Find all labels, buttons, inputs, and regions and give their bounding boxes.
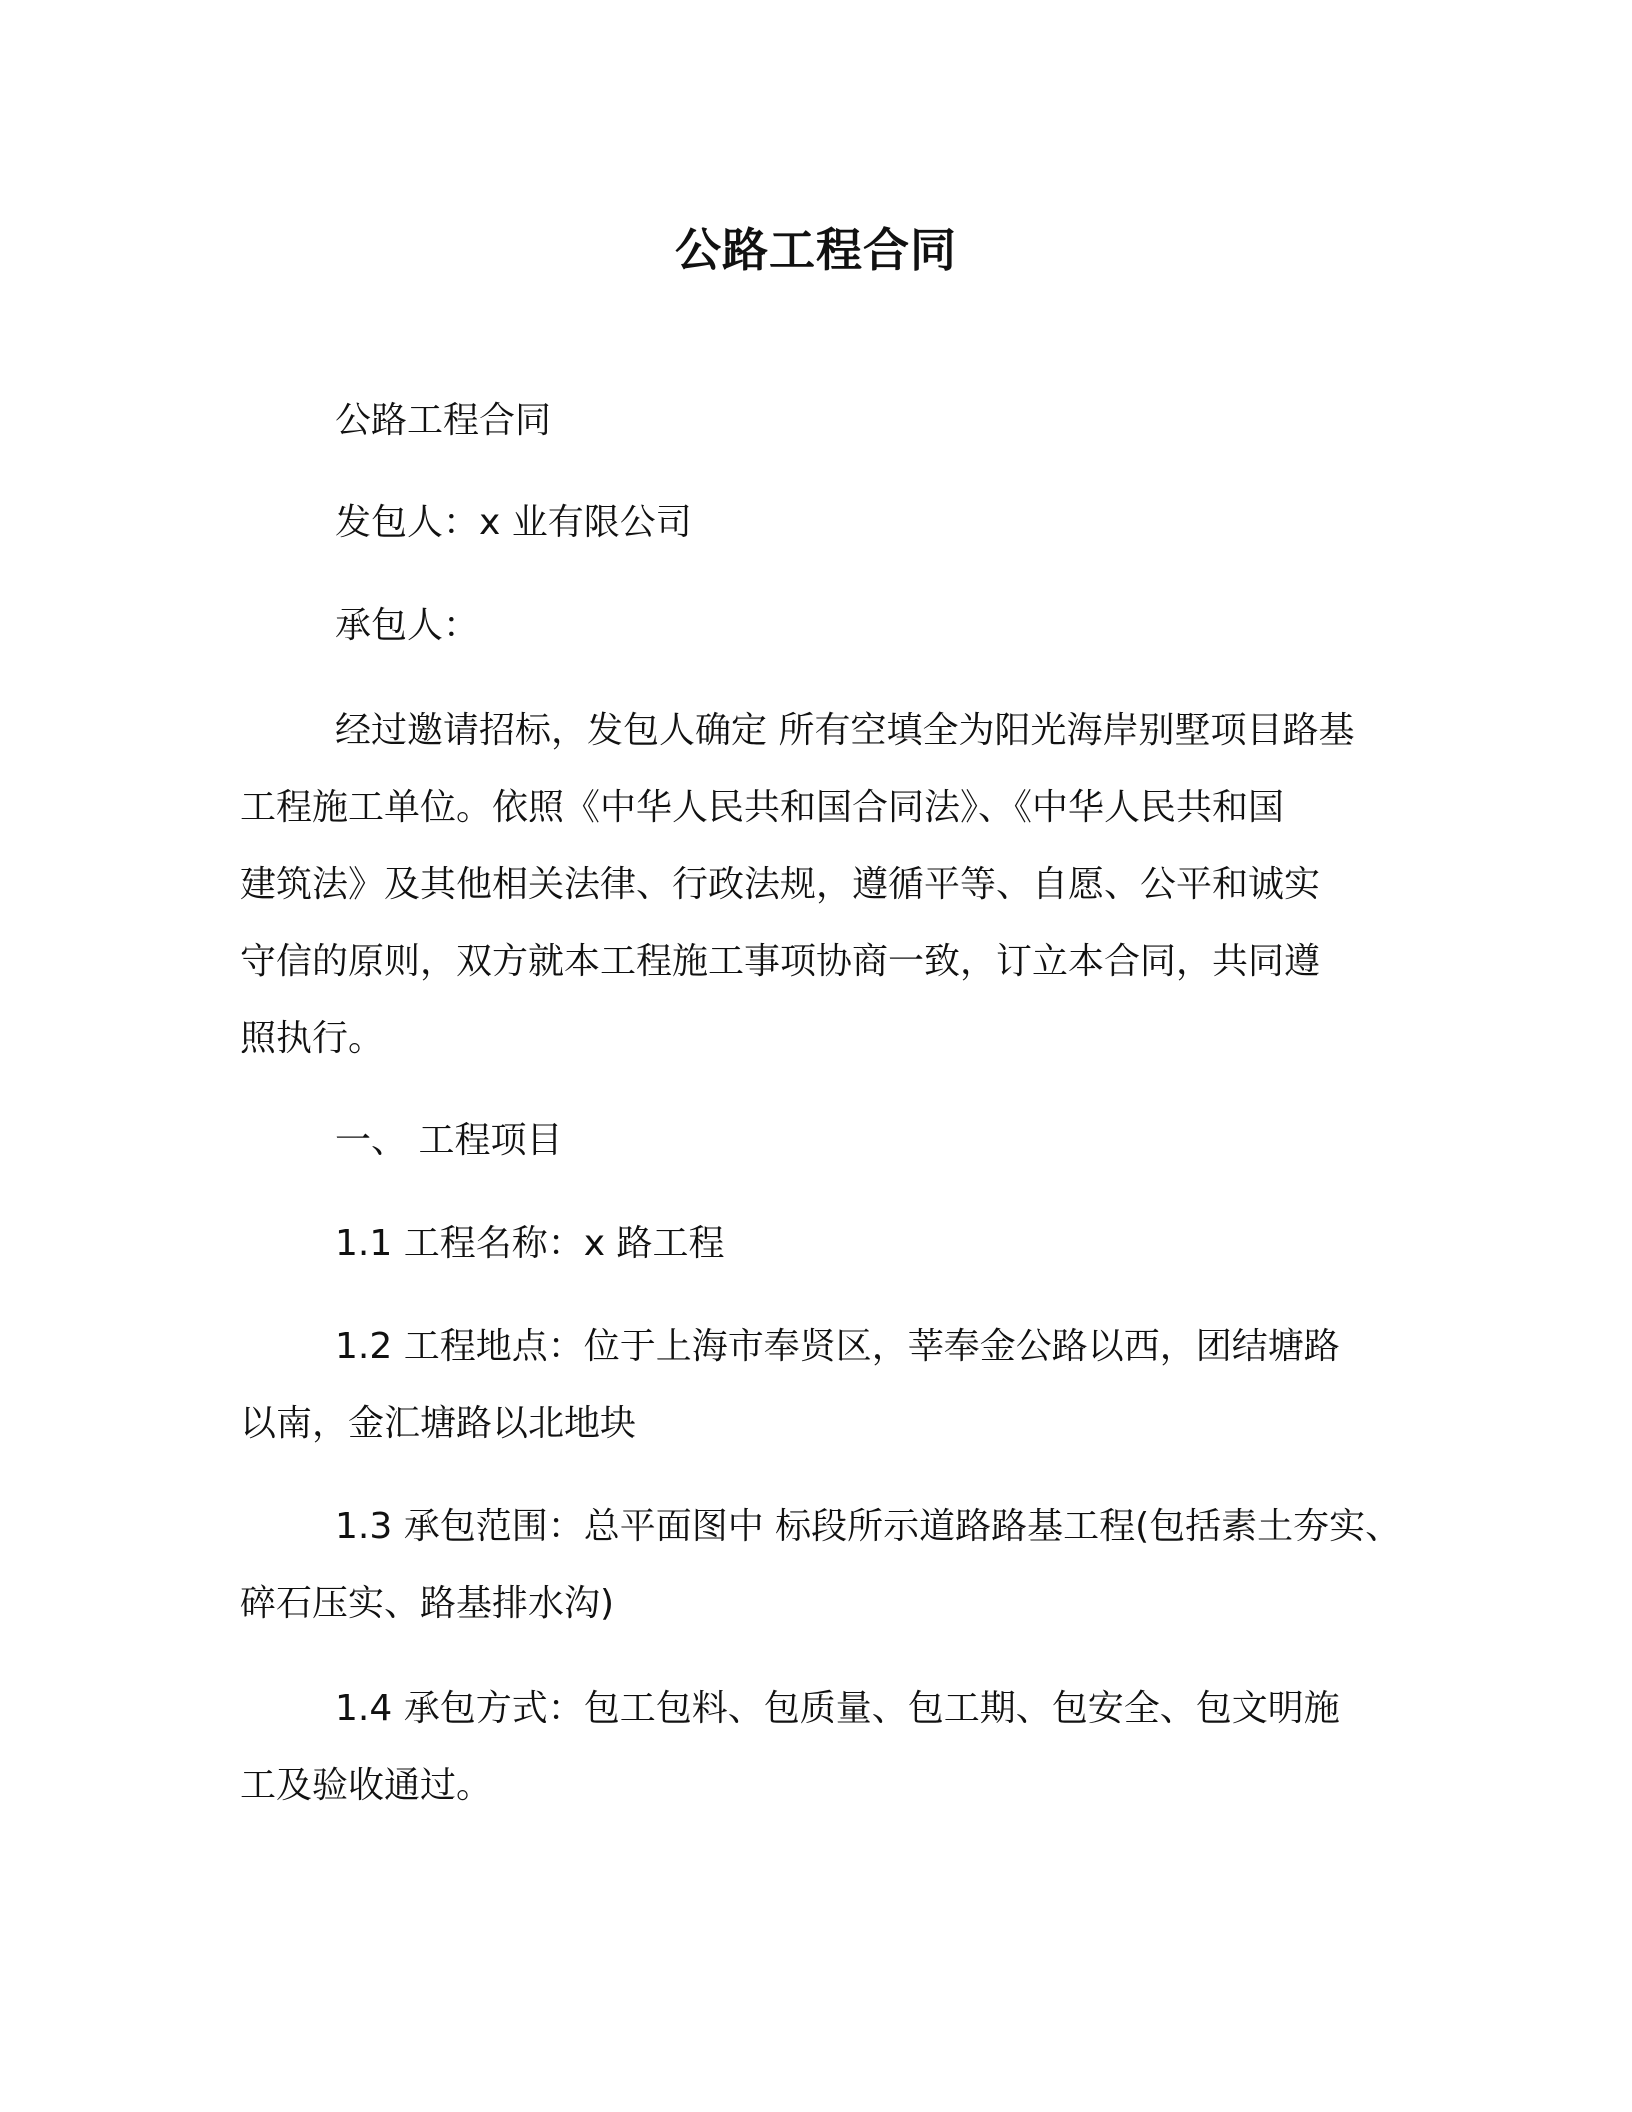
item-1-2-line: 1.2 工程地点：位于上海市奉贤区，莘奉金公路以西，团结塘路 — [335, 1326, 1340, 1367]
document-title: 公路工程合同 — [675, 223, 957, 277]
section-1-heading — [240, 1102, 1420, 1179]
subtitle-text: 公路工程合同 — [335, 400, 552, 441]
item-1-2 — [240, 1308, 1420, 1462]
item-1-4-line: 1.4 承包方式：包工包料、包质量、包工期、包安全、包文明施 — [335, 1688, 1340, 1729]
item-1-4-line: 工及验收通过。 — [240, 1765, 493, 1806]
section-heading-text: 一、 工程项目 — [335, 1120, 563, 1161]
intro-line: 建筑法》及其他相关法律、行政法规，遵循平等、自愿、公平和诚实 — [240, 864, 1321, 905]
employer-line — [240, 484, 1420, 561]
employer-text: 发包人：x 业有限公司 — [335, 502, 692, 543]
intro-line: 照执行。 — [240, 1018, 385, 1059]
contract-subtitle — [240, 382, 1420, 459]
item-1-4 — [240, 1670, 1420, 1824]
item-1-3-line: 1.3 承包范围：总平面图中 标段所示道路路基工程(包括素土夯实、 — [335, 1506, 1402, 1547]
item-1-1-text: 1.1 工程名称：x 路工程 — [335, 1223, 725, 1264]
item-1-1 — [240, 1205, 1420, 1282]
contractor-line — [240, 587, 1420, 664]
intro-paragraph — [240, 692, 1420, 1077]
item-1-3-line: 碎石压实、路基排水沟) — [240, 1583, 615, 1624]
contractor-text: 承包人： — [335, 605, 480, 646]
intro-line: 经过邀请招标，发包人确定 所有空填全为阳光海岸别墅项目路基 — [335, 710, 1355, 751]
item-1-2-line: 以南，金汇塘路以北地块 — [240, 1403, 637, 1444]
item-1-3 — [240, 1488, 1420, 1642]
intro-line: 守信的原则，双方就本工程施工事项协商一致，订立本合同，共同遵 — [240, 941, 1321, 982]
intro-line: 工程施工单位。依照《中华人民共和国合同法》、《中华人民共和国 — [240, 787, 1285, 828]
